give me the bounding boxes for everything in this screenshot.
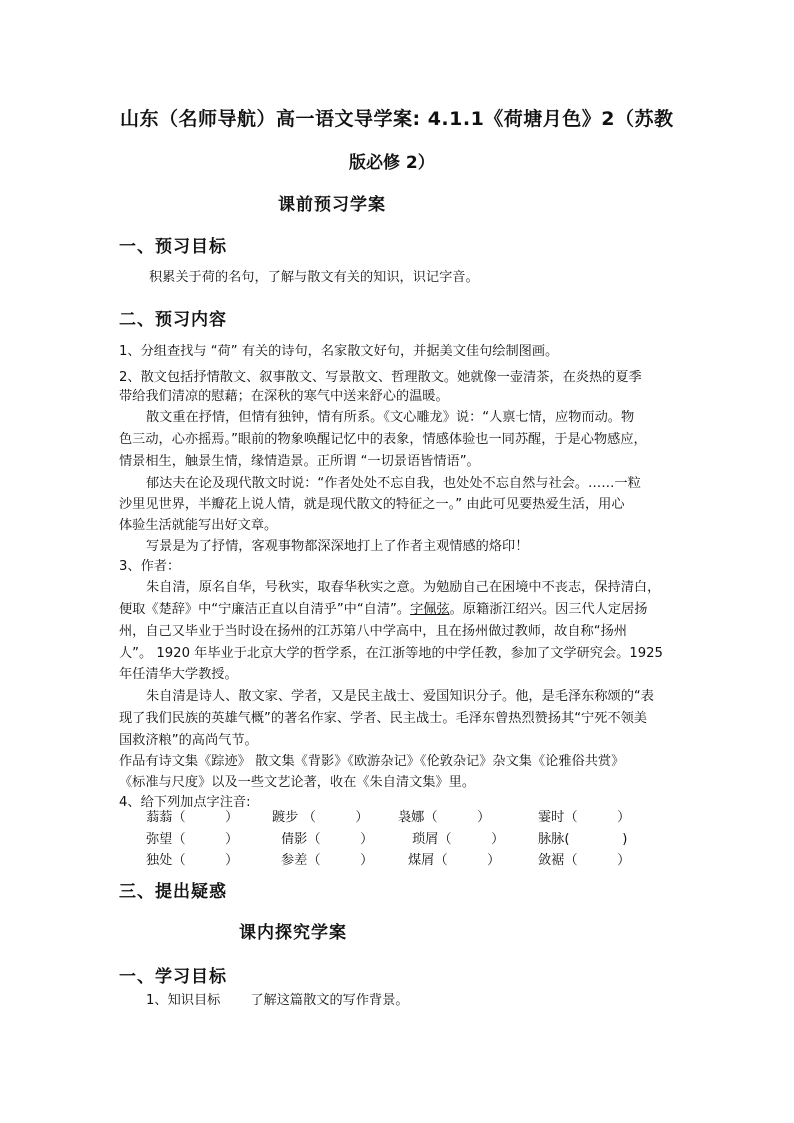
content-item-2-para4: 写景是为了抒情，客观事物都深深地打上了作者主观情感的烙印！ [146,539,529,554]
section-heading-learning-goals: 一、学习目标 [119,967,227,987]
pinyin-item: 踱步 （ ） [272,810,369,825]
author-para2-line2: 现了我们民族的英雄气概”的著名作家、学者、民主战士。毛泽东曾热烈赞扬其“宁死不领美 [119,711,647,726]
pinyin-item: 袅娜（ ） [398,810,491,825]
pinyin-item: 霎时（ ） [538,810,631,825]
in-class-heading: 课内探究学案 [239,923,347,943]
content-item-3-label: 3、作者： [119,559,181,574]
section-heading-questions: 三、提出疑惑 [119,882,227,902]
pinyin-item: 弥望（ ） [146,832,239,847]
author-para1-line2-end: 。原籍浙江绍兴。因三代人定居扬 [449,602,648,617]
document-title-line1: 山东（名师导航）高一语文导学案: 4.1.1《荷塘月色》2（苏教 [120,108,674,130]
content-item-2-line2: 带给我们清凉的慰藉；在深秋的寒气中送来舒心的温暖。 [119,389,449,404]
author-para1-line2-start: 便取《楚辞》中“宁廉洁正直以自清乎”中“自清”。 [119,602,411,617]
author-para1-line4: 人”。 1920 年毕业于北京大学的哲学系，在江浙等地的中学任教，参加了文学研究会。1925 [119,646,663,661]
author-para1-line2 [119,600,647,620]
author-works-line1: 作品有诗文集《踪迹》 散文集《背影》《欧游杂记》《伦敦杂记》杂文集《论雅俗共赏》 [119,754,625,769]
content-item-2-para2-line2: 色三动，心亦摇焉。”眼前的物象唤醒记忆中的表象，情感体验也一同苏醒，于是心物感应， [119,432,647,447]
pinyin-item: 煤屑（ ） [408,853,501,868]
author-courtesy-name: 字佩弦 [410,602,450,617]
content-item-2-para3-line2: 沙里见世界，半瓣花上说人情，就是现代散文的特征之一。” 由此可见要热爱生活，用心 [119,497,625,512]
content-item-2-line1: 2、散文包括抒情散文、叙事散文、写景散文、哲理散文。她就像一壶清茶，在炎热的夏季 [119,370,642,385]
pinyin-item: 独处（ ） [146,853,239,868]
content-item-1: 1、分组查找与 “荷” 有关的诗句，名家散文好句，并据美文佳句绘制图画。 [119,344,559,359]
learning-goal-1-label: 1、知识目标 [146,993,221,1008]
pinyin-item: 敛裾（ ） [538,853,631,868]
content-item-4-label: 4、给下列加点字注音: [119,795,251,810]
section-heading-preview-goals: 一、预习目标 [119,237,227,257]
author-para1-line1: 朱自清，原名自华，号秋实，取春华秋实之意。为勉励自己在困境中不丧志，保持清白， [146,580,661,595]
pinyin-item: 脉脉( ) [538,832,628,847]
author-works-line2: 《标准与尺度》以及一些文艺论著，收在《朱自清文集》里。 [119,775,476,790]
pinyin-item: 琐屑（ ） [412,832,505,847]
learning-goal-1-text: 了解这篇散文的写作背景。 [250,993,409,1008]
author-para1-line3: 州，自己又毕业于当时设在扬州的江苏第八中学高中，且在扬州做过教师，故自称“扬州 [119,624,627,639]
author-para2-line3: 国救济粮”的高尚气节。 [119,733,258,748]
content-item-2-para3-line3: 体验生活就能写出好文章。 [119,518,278,533]
pinyin-item: 参差（ ） [281,853,374,868]
pre-class-heading: 课前预习学案 [278,195,386,215]
learning-goal-1 [146,991,409,1011]
preview-goals-text: 积累关于荷的名句，了解与散文有关的知识，识记字音。 [149,270,479,285]
content-item-2-para2-line3: 情景相生，触景生情，缘情造景。正所谓 “一切景语皆情语”。 [119,454,480,469]
content-item-2-para2-line1: 散文重在抒情，但情有独钟，情有所系。《文心雕龙》说：“人禀七情，应物而动。物 [146,410,635,425]
section-heading-preview-content: 二、预习内容 [119,310,227,330]
pinyin-item: 蓊蓊（ ） [146,810,239,825]
author-para1-line5: 年任清华大学教授。 [119,667,238,682]
content-item-2-para3-line1: 郁达夫在论及现代散文时说：“作者处处不忘自我，也处处不忘自然与社会。……一粒 [146,476,641,491]
pinyin-item: 倩影（ ） [281,832,374,847]
author-para2-line1: 朱自清是诗人、散文家、学者，又是民主战士、爱国知识分子。他，是毛泽东称颂的“表 [146,689,654,704]
document-title-line2: 版必修 2） [349,153,435,173]
